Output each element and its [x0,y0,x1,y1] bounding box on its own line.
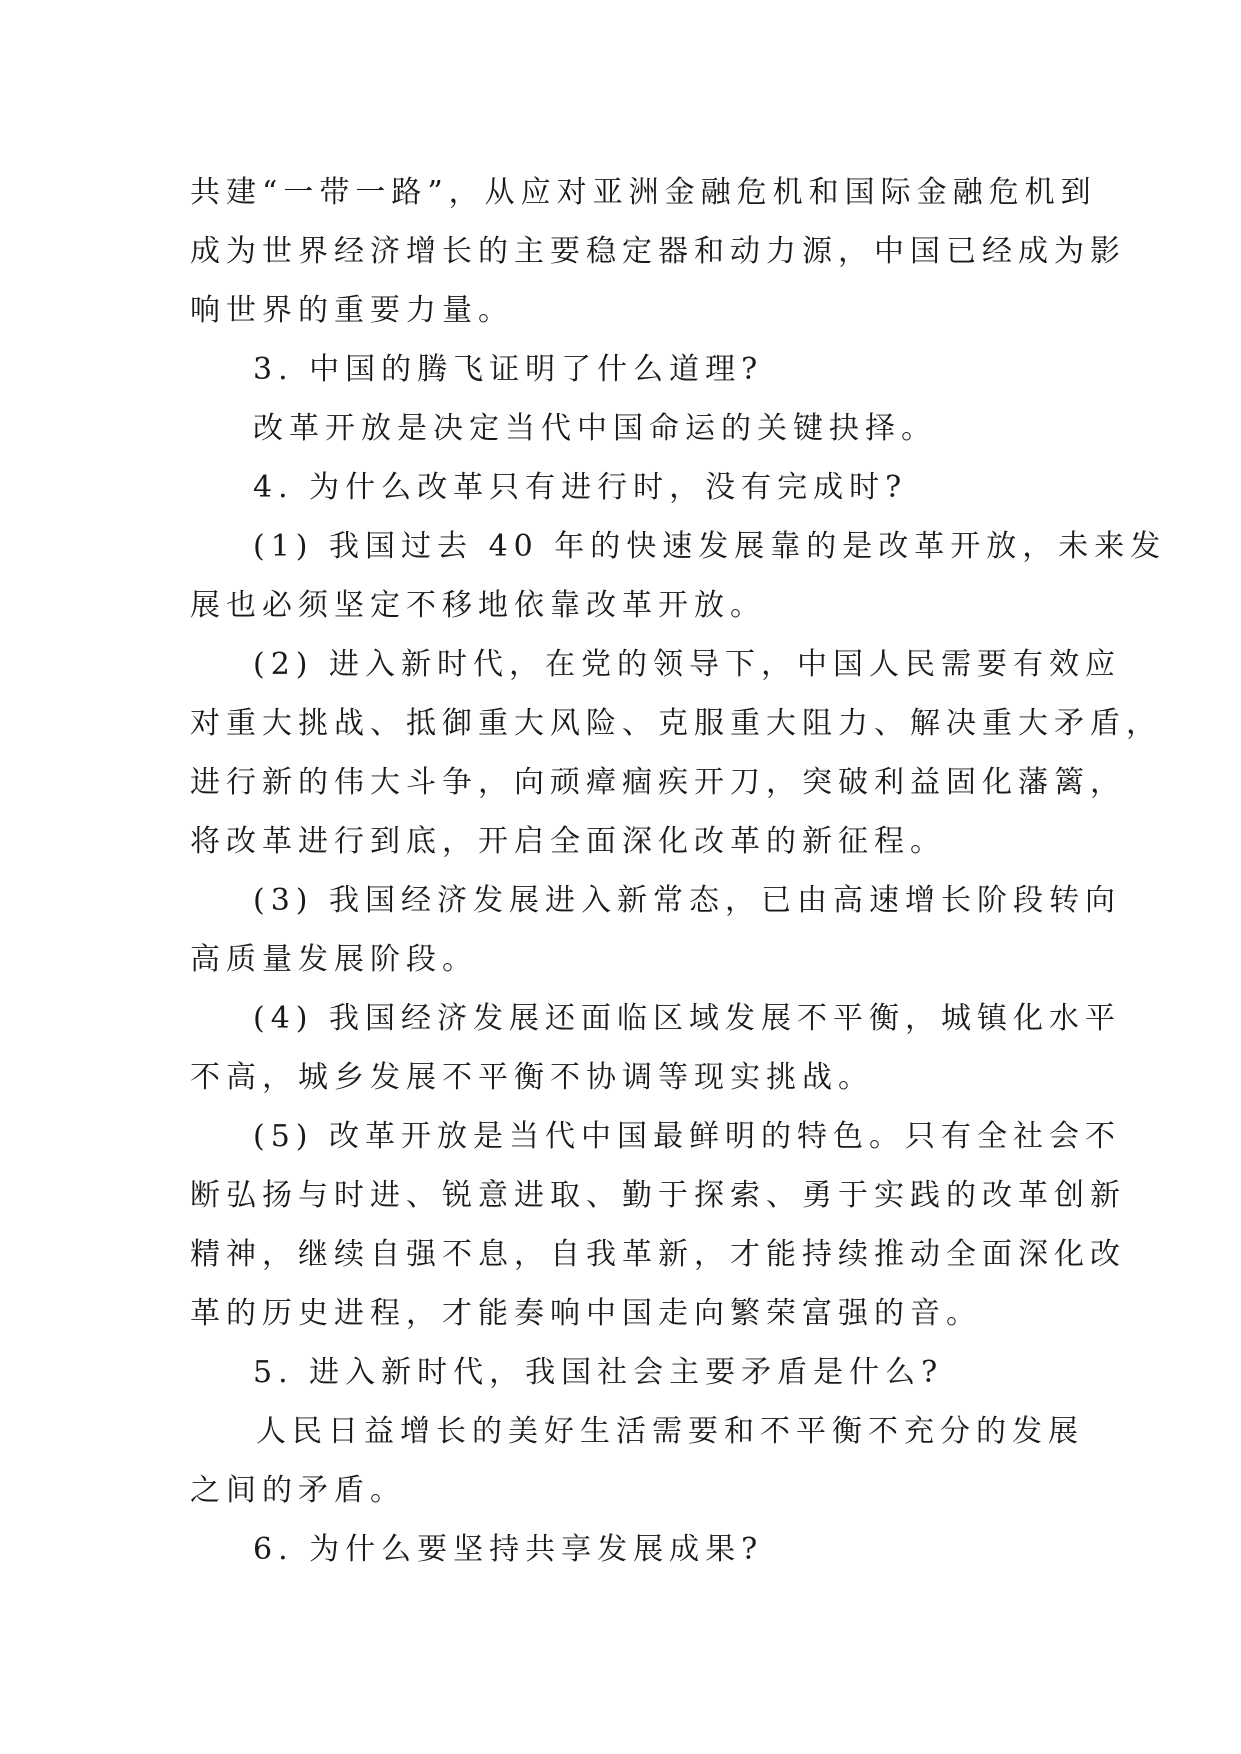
text-line: 进行新的伟大斗争，向顽瘴痼疾开刀，突破利益固化藩篱， [190,765,1126,800]
text-line: 对重大挑战、抵御重大风险、克服重大阻力、解决重大矛盾， [190,706,1162,741]
text-line: (5) 改革开放是当代中国最鲜明的特色。只有全社会不 [253,1119,1122,1154]
answer-line: 改革开放是决定当代中国命运的关键抉择。 [253,411,937,446]
question-heading: 6. 为什么要坚持共享发展成果? [253,1532,764,1567]
text-line: (2) 进入新时代，在党的领导下，中国人民需要有效应 [253,647,1122,682]
text-line: 展也必须坚定不移地依靠改革开放。 [190,588,766,623]
question-heading: 5. 进入新时代，我国社会主要矛盾是什么? [253,1355,944,1390]
body-text [190,163,1167,1579]
text-line: 高质量发展阶段。 [190,942,478,977]
answer-line: 之间的矛盾。 [190,1473,406,1508]
text-line: 共建“一带一路”，从应对亚洲金融危机和国际金融危机到 [190,175,1097,210]
text-line: 革的历史进程，才能奏响中国走向繁荣富强的音。 [190,1296,982,1331]
text-line: 响世界的重要力量。 [190,293,514,328]
text-line: (3) 我国经济发展进入新常态，已由高速增长阶段转向 [253,883,1122,918]
question-heading: 4. 为什么改革只有进行时，没有完成时? [253,470,908,505]
text-line: 成为世界经济增长的主要稳定器和动力源，中国已经成为影 [190,234,1126,269]
text-line: 精神，继续自强不息，自我革新，才能持续推动全面深化改 [190,1237,1126,1272]
text-line: 断弘扬与时进、锐意进取、勤于探索、勇于实践的改革创新 [190,1178,1126,1213]
text-line: 将改革进行到底，开启全面深化改革的新征程。 [190,824,946,859]
text-line: 不高，城乡发展不平衡不协调等现实挑战。 [190,1060,874,1095]
question-heading: 3. 中国的腾飞证明了什么道理? [253,352,764,387]
text-line: (4) 我国经济发展还面临区域发展不平衡，城镇化水平 [253,1001,1122,1036]
answer-line: 人民日益增长的美好生活需要和不平衡不充分的发展 [256,1414,1084,1449]
text-line: (1) 我国过去 40 年的快速发展靠的是改革开放，未来发 [253,529,1167,564]
